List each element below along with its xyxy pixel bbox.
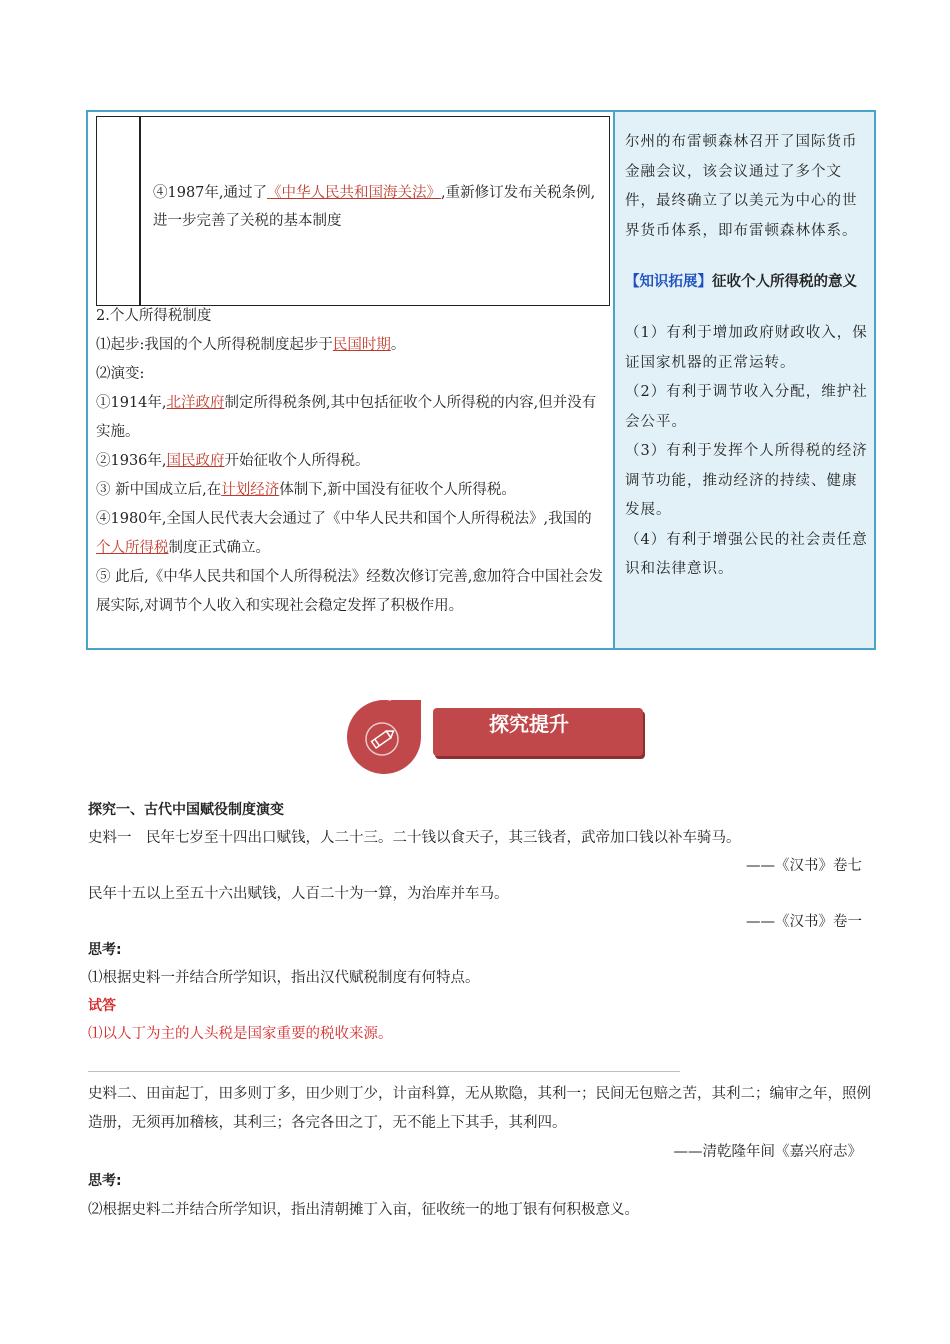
- think-label: 思考:: [88, 1173, 122, 1189]
- bretton-woods-text: 尔州的布雷顿森林召开了国际货币金融会议，该会议通过了多个文件，最终确立了以美元为中心的世界货币体系，即布雷顿森林体系。: [625, 134, 858, 239]
- question-one: ⑴根据史料一并结合所学知识，指出汉代赋税制度有何特点。: [88, 970, 480, 986]
- answer-one: ⑴以人丁为主的人头税是国家重要的税收来源。: [88, 1026, 393, 1042]
- source-citation: ——《汉书》卷一: [746, 914, 862, 930]
- content-table: [86, 110, 876, 650]
- answer-label: 试答: [88, 998, 116, 1014]
- key-term: 个人所得税: [96, 540, 169, 556]
- knowledge-sidebar: [625, 128, 871, 585]
- key-term: 北洋政府: [166, 395, 225, 411]
- explore-heading: 探究一、古代中国赋役制度演变: [88, 802, 284, 818]
- inner-table: [96, 116, 610, 306]
- question-two: ⑵根据史料二并结合所学知识，指出清朝摊丁入亩，征收统一的地丁银有何积极意义。: [88, 1202, 639, 1218]
- source-citation: ——《汉书》卷七: [746, 858, 862, 874]
- section-heading: 2.个人所得税制度: [96, 308, 212, 324]
- key-term: 国民政府: [166, 453, 225, 469]
- answer-line: [88, 1071, 680, 1072]
- income-tax-section: [96, 302, 606, 621]
- column-divider: [613, 112, 615, 648]
- explore-banner-title: 探究提升: [433, 708, 643, 756]
- paragraph-revisions: ⑤ 此后,《中华人民共和国个人所得税法》经数次修订完善,愈加符合中国社会发展实际,对调节个人收入和实现社会稳定发挥了积极作用。: [96, 569, 603, 614]
- source-two: 史料二、田亩起丁，田多则丁多，田少则丁少，计亩科算，无从欺隐，其利一；民间无包赔之苦，其利二；编审之年，照例造册，无须再加稽核，其利三；各完各田之丁，无不能上下其手，其利四。: [88, 1086, 871, 1131]
- paragraph-evolution-label: ⑵演变:: [96, 366, 145, 382]
- paragraph-1936: ②1936年,国民政府开始征收个人所得税。: [96, 453, 370, 469]
- paragraph-planned-economy: ③ 新中国成立后,在计划经济体制下,新中国没有征收个人所得税。: [96, 482, 516, 498]
- meaning-item: （3）有利于发挥个人所得税的经济调节功能，推动经济的持续、健康发展。: [625, 443, 868, 518]
- meaning-item: （2）有利于调节收入分配，维护社会公平。: [625, 384, 868, 430]
- pencil-icon: [347, 700, 421, 774]
- source-two-section: [88, 1080, 878, 1225]
- key-term: 民国时期: [332, 337, 391, 353]
- paragraph-1980: ④1980年,全国人民代表大会通过了《中华人民共和国个人所得税法》,我国的个人所得税制度正式确立。: [96, 511, 592, 556]
- paragraph-1914: ①1914年,北洋政府制定所得税条例,其中包括征收个人所得税的内容,但并没有实施。: [96, 395, 597, 440]
- inner-column-divider: [139, 117, 141, 305]
- explore-section: [88, 796, 878, 1048]
- paragraph-origin: ⑴起步:我国的个人所得税制度起步于民国时期。: [96, 337, 406, 353]
- knowledge-extension-title: 【知识拓展】征收个人所得税的意义: [625, 274, 857, 290]
- think-label: 思考:: [88, 942, 122, 958]
- key-term: 计划经济: [221, 482, 280, 498]
- customs-law-item: ④1987年,通过了《中华人民共和国海关法》,重新修订发布关税条例,进一步完善了关税的基本制度: [153, 185, 596, 229]
- meaning-item: （4）有利于增强公民的社会责任意识和法律意识。: [625, 531, 868, 577]
- customs-law-term: 《中华人民共和国海关法》: [267, 185, 442, 201]
- source-citation: ——清乾隆年间《嘉兴府志》: [673, 1144, 862, 1160]
- meaning-item: （1）有利于增加政府财政收入，保证国家机器的正常运转。: [625, 325, 868, 371]
- source-one-b: 民年十五以上至五十六出赋钱，人百二十为一算，为治库并车马。: [88, 886, 509, 902]
- source-one: 史料一 民年七岁至十四出口赋钱，人二十三。二十钱以食天子，其三钱者，武帝加口钱以补车骑马。: [88, 830, 741, 846]
